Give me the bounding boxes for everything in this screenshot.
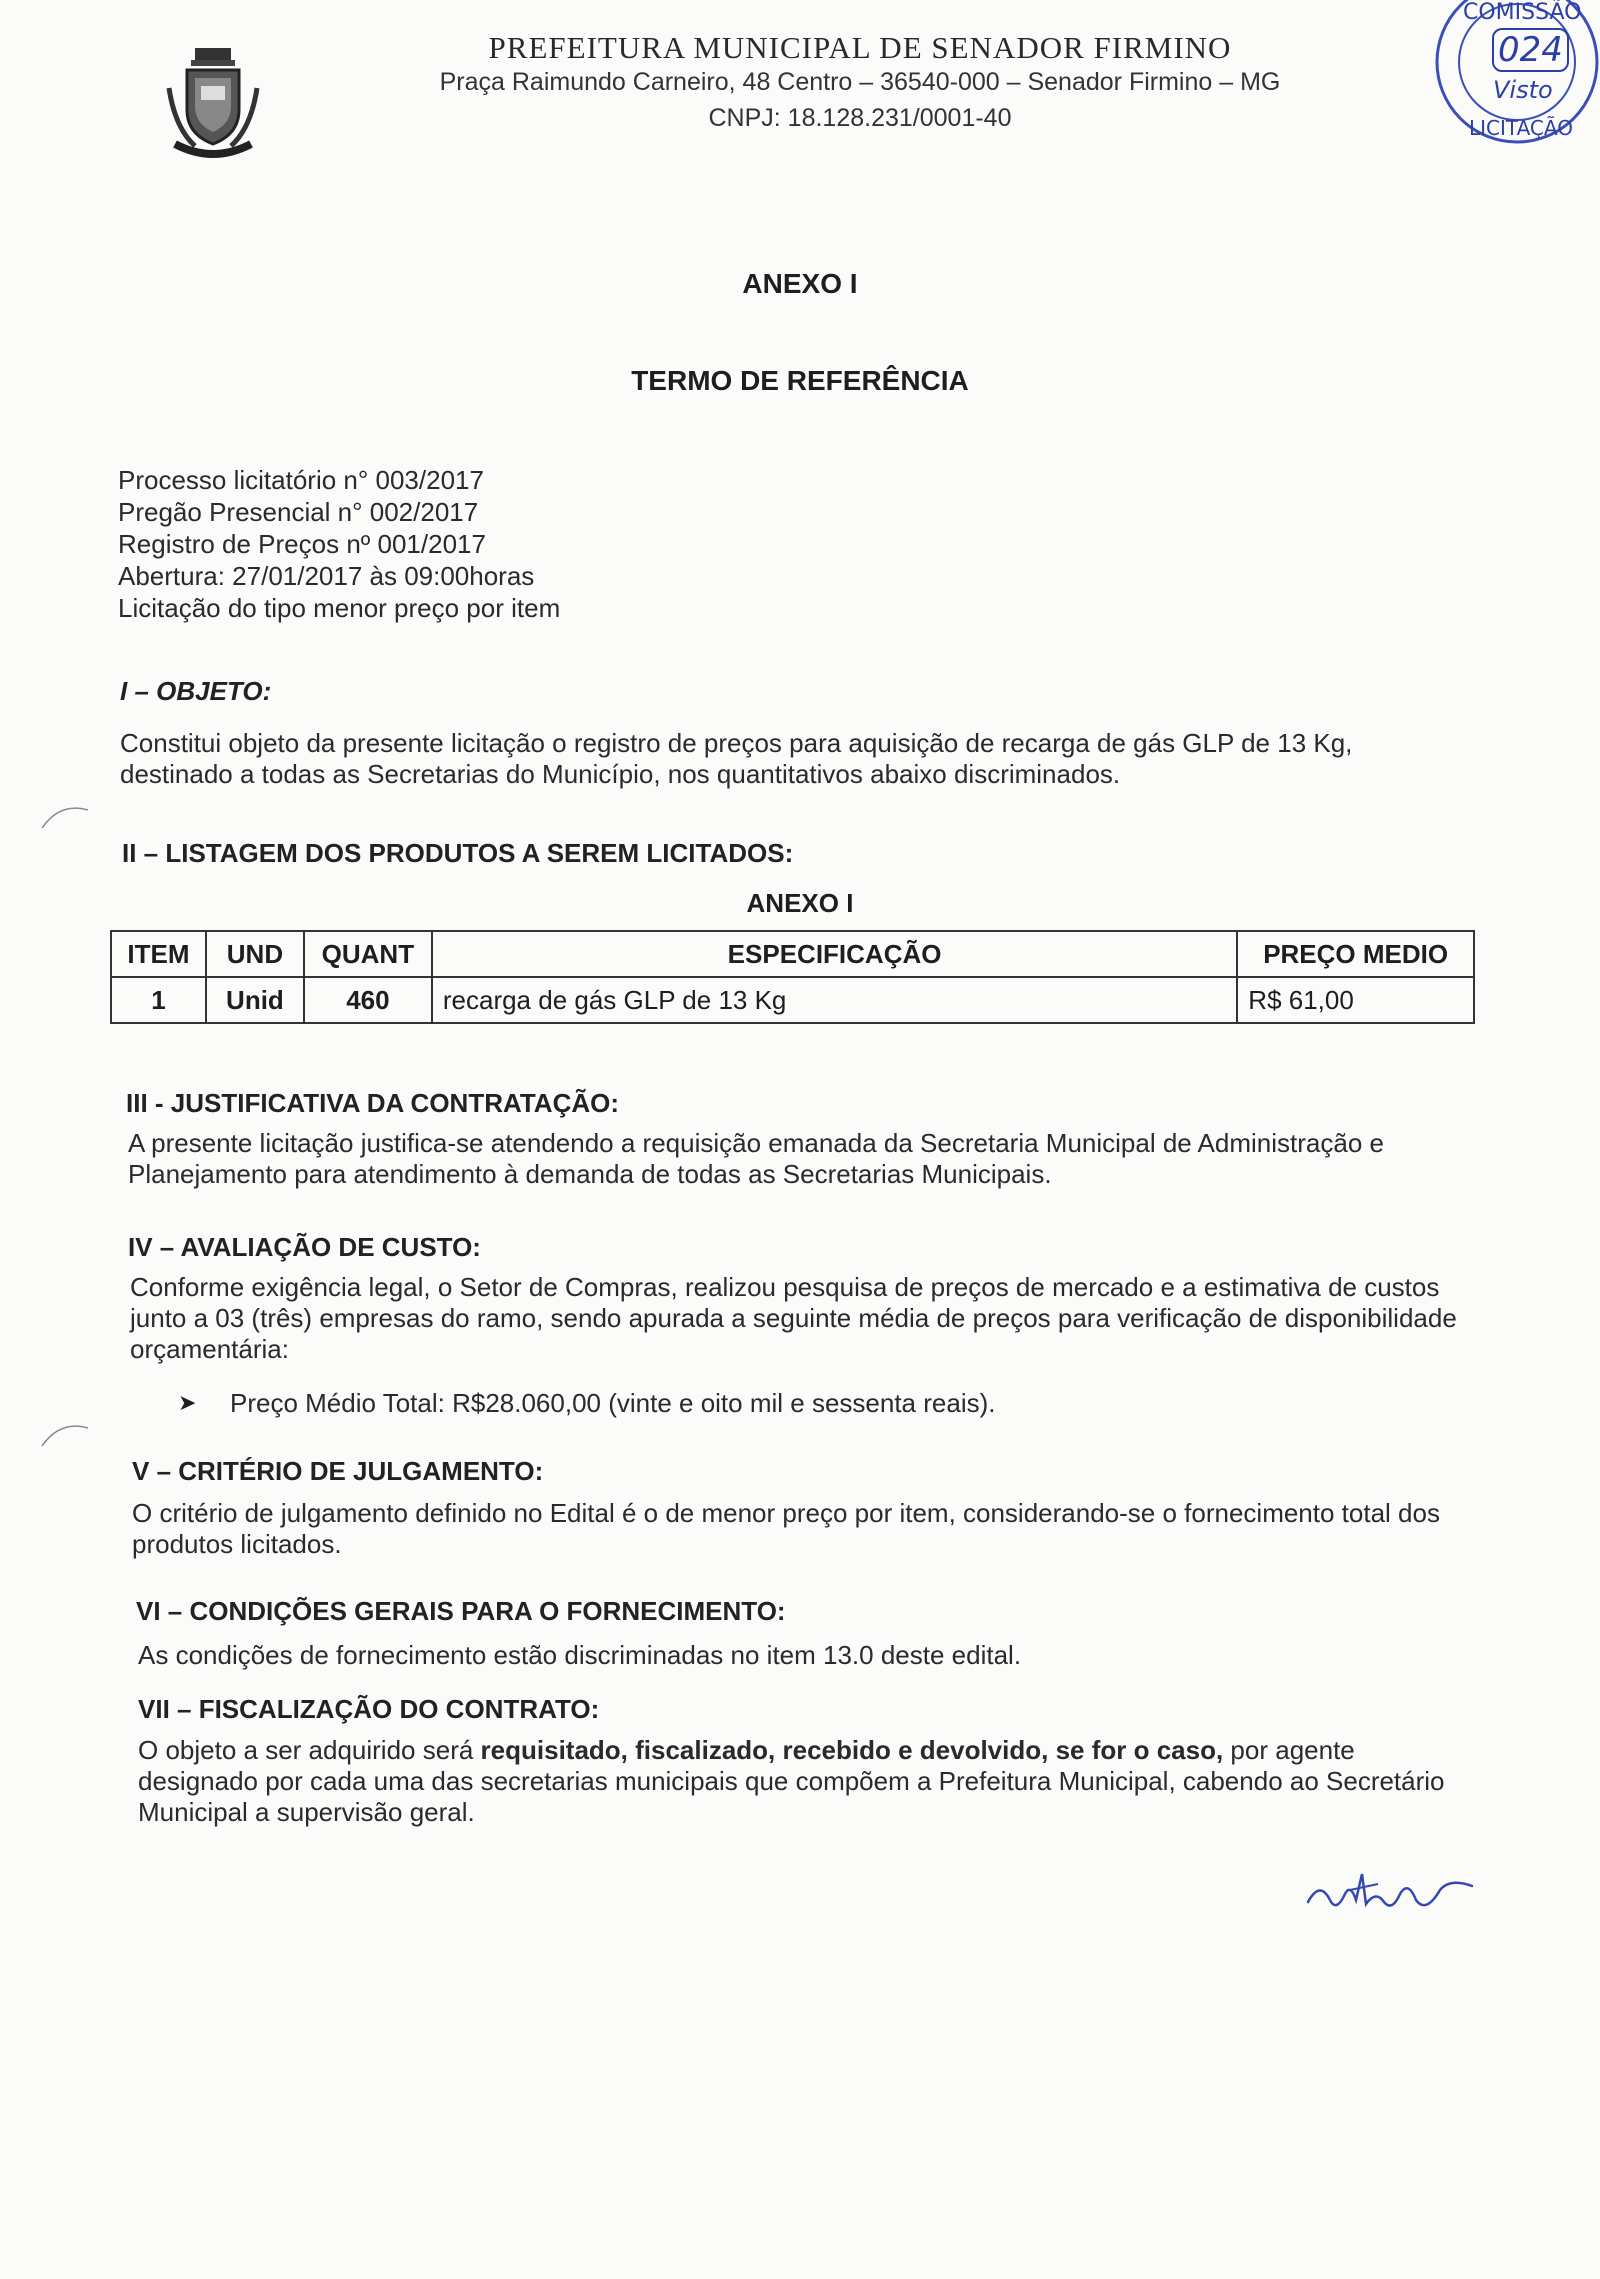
section-7-heading: VII – FISCALIZAÇÃO DO CONTRATO: [138, 1694, 600, 1724]
section-3-text: A presente licitação justifica-se atendendo a requisição emanada da Secretaria Municipal de Administração e Planejamento para atendimento à demanda de todas as Secretarias Municipais. [128, 1128, 1384, 1189]
section-1-text: Constitui objeto da presente licitação o registro de preços para aquisição de recarga de gás GLP de 13 Kg, destinado a todas as Secretarias do Município, nos quantitativos abaixo discriminados. [120, 728, 1353, 789]
commission-stamp [1405, 0, 1600, 160]
stamp-initials: Visto [1493, 76, 1553, 104]
section-7-text-bold: requisitado, fiscalizado, recebido e devolvido, se for o caso, [480, 1735, 1224, 1765]
reference-term-title: TERMO DE REFERÊNCIA [631, 365, 969, 396]
scan-edge-mark [40, 800, 90, 830]
annex-title: ANEXO I [742, 268, 858, 299]
col-header-especificacao: ESPECIFICAÇÃO [432, 931, 1237, 977]
table-annex-label: ANEXO I [746, 888, 854, 918]
cell-item: 1 [111, 977, 206, 1023]
products-table [110, 930, 1475, 1024]
section-7-text [138, 1735, 1478, 1828]
section-6-text: As condições de fornecimento estão discriminadas no item 13.0 deste edital. [138, 1640, 1022, 1670]
cell-price: R$ 61,00 [1237, 977, 1474, 1023]
section-1-heading: I – OBJETO: [120, 676, 272, 706]
average-price-bullet: Preço Médio Total: R$28.060,00 (vinte e oito mil e sessenta reais). [230, 1388, 996, 1418]
price-registry-number: Registro de Preços nº 001/2017 [118, 529, 486, 559]
section-2-heading: II – LISTAGEM DOS PRODUTOS A SEREM LICITADOS: [122, 838, 794, 868]
section-7-text-start: O objeto a ser adquirido será [138, 1735, 481, 1765]
cell-und: Unid [206, 977, 304, 1023]
process-number: Processo licitatório n° 003/2017 [118, 465, 484, 495]
stamp-bottom-text: LICITAÇÃO [1469, 116, 1573, 140]
bid-type: Licitação do tipo menor preço por item [118, 593, 561, 623]
municipal-crest-logo [165, 48, 261, 160]
header-cnpj: CNPJ: 18.128.231/0001-40 [708, 104, 1012, 132]
table-row [111, 977, 1474, 1023]
process-info [118, 464, 560, 624]
col-header-preco-medio: PREÇO MEDIO [1237, 931, 1474, 977]
handwritten-signature [1300, 1860, 1480, 1920]
header-address: Praça Raimundo Carneiro, 48 Centro – 36540-000 – Senador Firmino – MG [439, 68, 1281, 96]
opening-date: Abertura: 27/01/2017 às 09:00horas [118, 561, 535, 591]
table-header-row [111, 931, 1474, 977]
header-title: PREFEITURA MUNICIPAL DE SENADOR FIRMINO [488, 30, 1232, 65]
arrow-bullet-icon: ➤ [178, 1390, 197, 1415]
section-4-heading: IV – AVALIAÇÃO DE CUSTO: [128, 1232, 481, 1262]
cell-quant: 460 [304, 977, 432, 1023]
col-header-und: UND [206, 931, 304, 977]
col-header-quant: QUANT [304, 931, 432, 977]
section-5-text: O critério de julgamento definido no Edital é o de menor preço por item, considerando-se o fornecimento total dos produtos licitados. [132, 1498, 1440, 1559]
stamp-number: 024 [1492, 28, 1569, 72]
section-6-heading: VI – CONDIÇÕES GERAIS PARA O FORNECIMENTO: [136, 1596, 786, 1626]
stamp-top-text: COMISSÃO [1463, 0, 1582, 25]
section-3-heading: III - JUSTIFICATIVA DA CONTRATAÇÃO: [126, 1088, 619, 1118]
section-4-text: Conforme exigência legal, o Setor de Compras, realizou pesquisa de preços de mercado e a estimativa de custos junto a 03 (três) empresas do ramo, sendo apurada a seguinte média de preços para verificação de disponibilidade orçamentária: [130, 1272, 1457, 1364]
scan-edge-mark [40, 1418, 90, 1448]
col-header-item: ITEM [111, 931, 206, 977]
pregao-number: Pregão Presencial n° 002/2017 [118, 497, 479, 527]
section-5-heading: V – CRITÉRIO DE JULGAMENTO: [132, 1456, 544, 1486]
section-7-text-end: por agente designado por cada uma das secretarias municipais que compõem a Prefeitura Municipal, cabendo ao Secretário Municipal a supervisão geral. [138, 1735, 1445, 1827]
cell-spec: recarga de gás GLP de 13 Kg [432, 977, 1237, 1023]
